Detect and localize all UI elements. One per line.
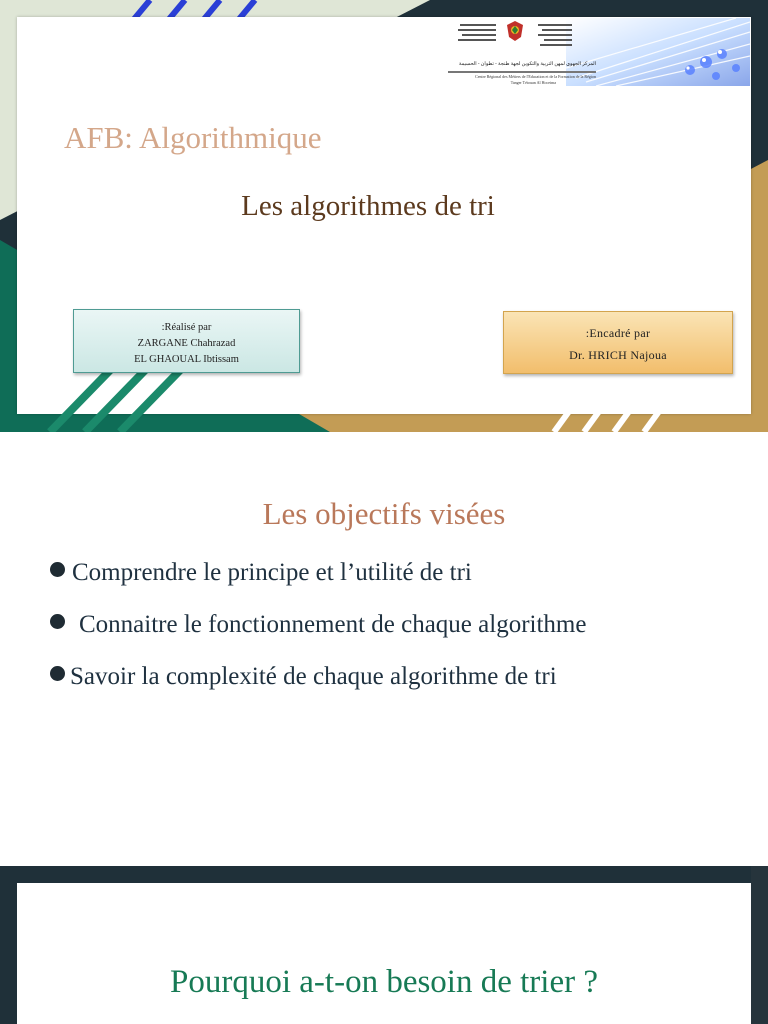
arabic-text-line: [538, 34, 572, 36]
tifinagh-text-line: [462, 34, 496, 36]
bullet-icon: [50, 614, 65, 629]
banner-region-line: Tanger Tétouan Al Hoceima: [510, 80, 556, 85]
author-name-2: EL GHAOUAL Ibtissam: [134, 354, 239, 365]
objective-text: Connaitre le fonctionnement de chaque algorithme: [79, 611, 587, 638]
banner-institution-line: Centre Régional des Métiers de l'Education et de la Formation de la Région: [475, 74, 596, 79]
bullet-icon: [50, 562, 65, 577]
list-item: [48, 610, 708, 640]
question-slide: [0, 866, 768, 1024]
banner-tifinagh-line: [448, 71, 596, 73]
objectives-slide: [0, 432, 768, 866]
course-title: AFB: Algorithmique: [64, 120, 322, 155]
arabic-text-line: [540, 44, 572, 46]
supervisor-box: [503, 311, 733, 374]
authors-box: [73, 309, 300, 373]
slide-card: [17, 883, 751, 1024]
objectives-title: Les objectifs visées: [262, 496, 506, 531]
title-slide: [0, 0, 768, 432]
tifinagh-text-line: [458, 39, 496, 41]
banner-arabic-line: المركز الجهوي لمهن التربية والتكوين لجهة طنجة - تطوان - الحسيمة: [458, 62, 596, 67]
author-name-1: ZARGANE Chahrazad: [137, 338, 236, 349]
question-title: Pourquoi a-t-on besoin de trier ?: [170, 964, 598, 1000]
authors-label: :Réalisé par: [161, 322, 212, 333]
tifinagh-text-line: [460, 24, 496, 26]
bullet-icon: [50, 666, 65, 681]
white-stripes-decoration: [540, 410, 680, 432]
supervisor-label: :Encadré par: [585, 326, 651, 340]
supervisor-name: Dr. HRICH Najoua: [569, 348, 667, 362]
arabic-text-line: [544, 39, 572, 41]
coat-of-arms-icon: [505, 20, 525, 42]
objective-text: Savoir la complexité de chaque algorithme de tri: [70, 663, 557, 690]
arabic-text-line: [542, 29, 572, 31]
objectives-list: [48, 558, 708, 714]
lecture-title: Les algorithmes de tri: [241, 190, 495, 222]
tifinagh-text-line: [458, 29, 496, 31]
list-item: [48, 558, 708, 588]
institution-banner: [446, 18, 750, 86]
arabic-text-line: [538, 24, 572, 26]
objective-text: Comprendre le principe et l’utilité de tri: [72, 559, 472, 586]
list-item: [48, 662, 708, 692]
